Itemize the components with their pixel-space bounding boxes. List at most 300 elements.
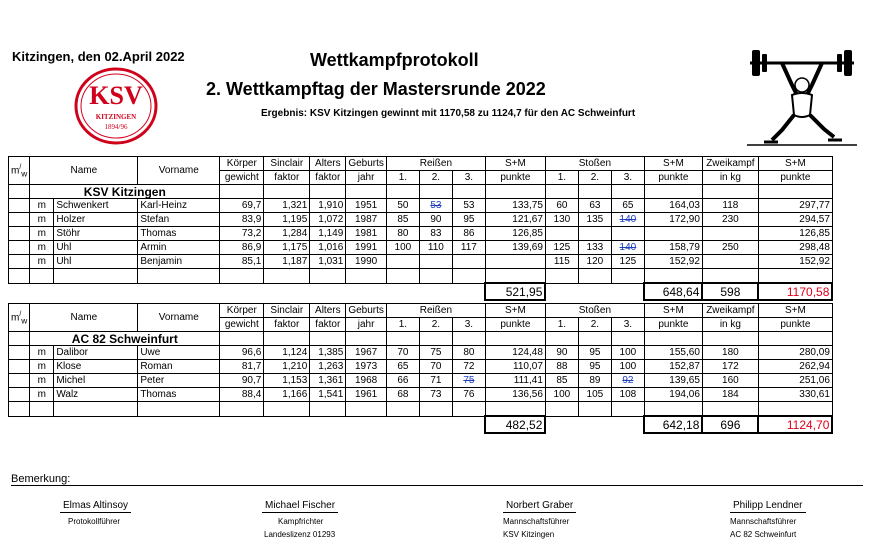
- header-koerper: Körper: [220, 304, 264, 318]
- clean-jerk-attempt: [578, 255, 611, 269]
- athlete-weight: 86,9: [220, 241, 264, 255]
- athlete-name: Uhl: [54, 255, 138, 269]
- athlete-vorname: Benjamin: [138, 255, 220, 269]
- empty-cell: [310, 185, 346, 199]
- athlete-row: [9, 199, 833, 213]
- snatch-attempt: [386, 199, 419, 213]
- athlete-weight: 69,7: [220, 199, 264, 213]
- snatch-attempt: [452, 255, 485, 269]
- empty-cell: [9, 241, 30, 255]
- failed-attempt: 75: [463, 374, 475, 386]
- team-table-ksv: [8, 156, 833, 301]
- header-alters: Alters: [310, 157, 346, 171]
- athlete-row: [9, 241, 833, 255]
- athlete-mw: m: [30, 360, 54, 374]
- empty-cell: [578, 269, 611, 284]
- empty-cell: [702, 402, 758, 417]
- empty-cell: [702, 332, 758, 346]
- header-punkte: punkte: [644, 318, 702, 332]
- athlete-birth-year: 1961: [346, 388, 387, 402]
- header-attempt: 3.: [611, 318, 644, 332]
- athlete-age-factor: 1,263: [310, 360, 346, 374]
- signature-name: Elmas Altinsoy: [60, 500, 131, 513]
- athlete-weight: 73,2: [220, 227, 264, 241]
- empty-cell: [310, 332, 346, 346]
- athlete-row: [9, 346, 833, 360]
- empty-cell: [644, 185, 702, 199]
- signature-block: [262, 500, 338, 539]
- athlete-vorname: Armin: [138, 241, 220, 255]
- result-text: Ergebnis: KSV Kitzingen gewinnt mit 1170,58 zu 1124,7 für den AC Schweinfurt: [261, 108, 636, 119]
- header-attempt: 1.: [545, 171, 578, 185]
- header-inkg: in kg: [702, 318, 758, 332]
- athlete-vorname: Stefan: [138, 213, 220, 227]
- sum-row: [9, 416, 833, 433]
- signature-extra: AC 82 Schweinfurt: [730, 530, 797, 539]
- athlete-age-factor: 1,385: [310, 346, 346, 360]
- snatch-attempt: [386, 374, 419, 388]
- athlete-name: Michel: [54, 374, 138, 388]
- snatch-attempt: [386, 255, 419, 269]
- header-geburts: Geburts: [346, 304, 387, 318]
- snatch-attempt: [419, 213, 452, 227]
- header-reissen: Reißen: [386, 157, 485, 171]
- snatch-attempt: [386, 241, 419, 255]
- empty-cell: [386, 269, 419, 284]
- snatch-attempt: [419, 360, 452, 374]
- header-sm: S+M: [485, 304, 545, 318]
- empty-cell: [702, 185, 758, 199]
- athlete-vorname: Peter: [138, 374, 220, 388]
- attempt-value: 86: [463, 227, 475, 239]
- total-points: 280,09: [758, 346, 832, 360]
- header-alters: faktor: [310, 318, 346, 332]
- clean-jerk-points: [644, 227, 702, 241]
- total-points: 126,85: [758, 227, 832, 241]
- clean-jerk-attempt: [578, 199, 611, 213]
- empty-cell: [9, 374, 30, 388]
- athlete-weight: 90,7: [220, 374, 264, 388]
- header-row: [9, 157, 833, 171]
- header-punkte: punkte: [485, 318, 545, 332]
- remarks-label: Bemerkung:: [11, 473, 71, 485]
- attempt-value: 65: [622, 199, 634, 211]
- athlete-name: Stöhr: [54, 227, 138, 241]
- clean-jerk-attempt: [545, 346, 578, 360]
- blank-row: [9, 269, 833, 284]
- sum-total-points: 1170,58: [758, 283, 832, 300]
- header-attempt: 1.: [386, 318, 419, 332]
- attempt-value: 100: [619, 346, 637, 358]
- header-inkg: in kg: [702, 171, 758, 185]
- attempt-value: 65: [397, 360, 409, 372]
- empty-cell: [9, 346, 30, 360]
- sum-total-kg: 696: [702, 416, 758, 433]
- empty-cell: [644, 269, 702, 284]
- header-sinclair: faktor: [264, 171, 310, 185]
- empty-cell: [9, 416, 486, 433]
- sum-clean-jerk-points: 642,18: [644, 416, 702, 433]
- athlete-age-factor: 1,149: [310, 227, 346, 241]
- attempt-value: 85: [397, 213, 409, 225]
- empty-cell: [578, 402, 611, 417]
- total-kg: [702, 255, 758, 269]
- sum-total-kg: 598: [702, 283, 758, 300]
- empty-cell: [644, 332, 702, 346]
- header-geburts: jahr: [346, 171, 387, 185]
- total-kg: 172: [702, 360, 758, 374]
- snatch-attempt: [452, 227, 485, 241]
- athlete-sinclair: 1,284: [264, 227, 310, 241]
- athlete-weight: 96,6: [220, 346, 264, 360]
- empty-cell: [611, 402, 644, 417]
- empty-cell: [758, 332, 832, 346]
- snatch-attempt: [386, 346, 419, 360]
- failed-attempt: 53: [430, 199, 442, 211]
- athlete-name: Schwenkert: [54, 199, 138, 213]
- header-w: w: [21, 168, 28, 179]
- empty-cell: [9, 213, 30, 227]
- athlete-mw: m: [30, 255, 54, 269]
- svg-text:1894/96: 1894/96: [104, 123, 128, 131]
- attempt-value: 115: [553, 255, 570, 267]
- clean-jerk-attempt: [545, 374, 578, 388]
- clean-jerk-points: 152,92: [644, 255, 702, 269]
- empty-cell: [419, 402, 452, 417]
- athlete-weight: 83,9: [220, 213, 264, 227]
- header-name: Name: [30, 304, 138, 332]
- attempt-value: 95: [589, 360, 601, 372]
- empty-cell: [54, 402, 138, 417]
- signature-name: Norbert Graber: [503, 500, 576, 513]
- athlete-mw: m: [30, 199, 54, 213]
- header-zweikampf: Zweikampf: [702, 157, 758, 171]
- attempt-value: 120: [586, 255, 604, 267]
- empty-cell: [452, 402, 485, 417]
- attempt-value: 70: [430, 360, 442, 372]
- header-geburts: Geburts: [346, 157, 387, 171]
- empty-cell: [346, 269, 387, 284]
- clean-jerk-attempt: [578, 227, 611, 241]
- attempt-value: 66: [397, 374, 409, 386]
- signature-role: Mannschaftsführer: [730, 517, 797, 526]
- header-attempt: 2.: [419, 318, 452, 332]
- sum-row: [9, 283, 833, 300]
- empty-cell: [702, 269, 758, 284]
- empty-cell: [220, 332, 264, 346]
- header-attempt: 2.: [578, 171, 611, 185]
- athlete-row: [9, 388, 833, 402]
- empty-cell: [419, 332, 452, 346]
- header-punkte: punkte: [644, 171, 702, 185]
- total-kg: 184: [702, 388, 758, 402]
- failed-attempt: 140: [619, 241, 637, 253]
- total-points: 330,61: [758, 388, 832, 402]
- blank-row: [9, 402, 833, 417]
- attempt-value: 72: [463, 360, 475, 372]
- empty-cell: [386, 332, 419, 346]
- athlete-birth-year: 1981: [346, 227, 387, 241]
- team-name-row: [9, 332, 833, 346]
- empty-cell: [545, 269, 578, 284]
- empty-cell: [9, 360, 30, 374]
- clean-jerk-attempt: [578, 241, 611, 255]
- empty-cell: [578, 332, 611, 346]
- attempt-value: 75: [430, 346, 442, 358]
- empty-cell: [644, 402, 702, 417]
- attempt-value: 50: [397, 199, 409, 211]
- empty-cell: [310, 269, 346, 284]
- svg-text:KSV: KSV: [89, 81, 143, 110]
- snatch-points: 136,56: [485, 388, 545, 402]
- snatch-points: 111,41: [485, 374, 545, 388]
- header-attempt: 1.: [386, 171, 419, 185]
- failed-attempt: 92: [622, 374, 634, 386]
- empty-cell: [346, 185, 387, 199]
- snatch-attempt: [386, 360, 419, 374]
- snatch-attempt: [452, 199, 485, 213]
- snatch-attempt: [386, 227, 419, 241]
- empty-cell: [452, 269, 485, 284]
- header-alters: Alters: [310, 304, 346, 318]
- empty-cell: [386, 402, 419, 417]
- clean-jerk-points: 139,65: [644, 374, 702, 388]
- header-koerper: gewicht: [220, 171, 264, 185]
- clean-jerk-attempt: [578, 346, 611, 360]
- clean-jerk-attempt: [611, 241, 644, 255]
- athlete-weight: 81,7: [220, 360, 264, 374]
- attempt-value: 125: [553, 241, 571, 253]
- snatch-points: 110,07: [485, 360, 545, 374]
- clean-jerk-attempt: [611, 213, 644, 227]
- team-table-schweinfurt: [8, 303, 833, 434]
- empty-cell: [264, 269, 310, 284]
- athlete-birth-year: 1990: [346, 255, 387, 269]
- empty-cell: [452, 332, 485, 346]
- attempt-value: 89: [589, 374, 601, 386]
- sum-snatch-points: 482,52: [485, 416, 545, 433]
- athlete-birth-year: 1967: [346, 346, 387, 360]
- empty-cell: [419, 269, 452, 284]
- signature-block: [730, 500, 806, 539]
- snatch-attempt: [386, 213, 419, 227]
- empty-cell: [758, 402, 832, 417]
- athlete-mw: m: [30, 227, 54, 241]
- empty-cell: [611, 185, 644, 199]
- snatch-attempt: [452, 241, 485, 255]
- snatch-attempt: [452, 213, 485, 227]
- total-points: 262,94: [758, 360, 832, 374]
- clean-jerk-attempt: [545, 199, 578, 213]
- total-kg: 118: [702, 199, 758, 213]
- snatch-attempt: [419, 199, 452, 213]
- attempt-value: 100: [619, 360, 637, 372]
- header-mw: $m^/_w$: [9, 304, 30, 332]
- header-sm: S+M: [485, 157, 545, 171]
- empty-cell: [611, 332, 644, 346]
- attempt-value: 80: [463, 346, 475, 358]
- athlete-row: [9, 213, 833, 227]
- athlete-weight: 88,4: [220, 388, 264, 402]
- empty-cell: [9, 402, 30, 417]
- header-sm: S+M: [644, 304, 702, 318]
- athlete-mw: m: [30, 213, 54, 227]
- remarks-line: [11, 485, 863, 486]
- header-name: Name: [30, 157, 138, 185]
- failed-attempt: 140: [619, 213, 637, 225]
- attempt-value: 95: [463, 213, 475, 225]
- header-punkte: punkte: [485, 171, 545, 185]
- attempt-value: 90: [556, 346, 568, 358]
- athlete-name: Klose: [54, 360, 138, 374]
- empty-cell: [9, 283, 486, 300]
- team-name: KSV Kitzingen: [30, 185, 220, 199]
- empty-cell: [545, 332, 578, 346]
- athlete-mw: m: [30, 388, 54, 402]
- empty-cell: [545, 416, 644, 433]
- attempt-value: 83: [430, 227, 442, 239]
- attempt-value: 73: [430, 388, 442, 400]
- athlete-vorname: Karl-Heinz: [138, 199, 220, 213]
- signature-role: Protokollführer: [68, 517, 121, 526]
- empty-cell: [386, 185, 419, 199]
- snatch-attempt: [452, 346, 485, 360]
- attempt-value: 88: [556, 360, 568, 372]
- ksv-logo: [74, 67, 158, 145]
- total-kg: 230: [702, 213, 758, 227]
- clean-jerk-attempt: [545, 388, 578, 402]
- empty-cell: [346, 332, 387, 346]
- snatch-attempt: [452, 388, 485, 402]
- empty-cell: [138, 402, 220, 417]
- attempt-value: 85: [556, 374, 568, 386]
- sum-snatch-points: 521,95: [485, 283, 545, 300]
- total-kg: 250: [702, 241, 758, 255]
- header-stossen: Stoßen: [545, 304, 644, 318]
- athlete-name: Uhl: [54, 241, 138, 255]
- empty-cell: [264, 185, 310, 199]
- empty-cell: [9, 227, 30, 241]
- attempt-value: 71: [430, 374, 442, 386]
- attempt-value: 135: [586, 213, 604, 225]
- snatch-attempt: [419, 374, 452, 388]
- header-m: m: [11, 312, 20, 324]
- signature-name: Philipp Lendner: [730, 500, 806, 513]
- athlete-vorname: Thomas: [138, 388, 220, 402]
- attempt-value: 90: [430, 213, 442, 225]
- empty-cell: [758, 269, 832, 284]
- empty-cell: [30, 269, 54, 284]
- header-attempt: 3.: [611, 171, 644, 185]
- header-koerper: Körper: [220, 157, 264, 171]
- total-points: 152,92: [758, 255, 832, 269]
- athlete-sinclair: 1,124: [264, 346, 310, 360]
- snatch-points: 133,75: [485, 199, 545, 213]
- total-points: 297,77: [758, 199, 832, 213]
- clean-jerk-attempt: [611, 360, 644, 374]
- attempt-value: 60: [556, 199, 568, 211]
- attempt-value: 80: [397, 227, 409, 239]
- header-sm: S+M: [644, 157, 702, 171]
- attempt-value: 68: [397, 388, 409, 400]
- empty-cell: [485, 185, 545, 199]
- signature-extra: KSV Kitzingen: [503, 530, 555, 539]
- clean-jerk-attempt: [545, 227, 578, 241]
- empty-cell: [9, 269, 30, 284]
- header-sinclair: Sinclair: [264, 304, 310, 318]
- athlete-birth-year: 1951: [346, 199, 387, 213]
- clean-jerk-attempt: [578, 388, 611, 402]
- clean-jerk-attempt: [611, 374, 644, 388]
- empty-cell: [545, 185, 578, 199]
- empty-cell: [611, 269, 644, 284]
- svg-text:KITZINGEN: KITZINGEN: [95, 113, 137, 121]
- empty-cell: [9, 332, 30, 346]
- attempt-value: 100: [553, 388, 571, 400]
- athlete-age-factor: 1,910: [310, 199, 346, 213]
- signature-block: [503, 500, 576, 539]
- signature-extra: Landeslizenz 01293: [264, 530, 336, 539]
- team-name: AC 82 Schweinfurt: [30, 332, 220, 346]
- athlete-vorname: Roman: [138, 360, 220, 374]
- header-m: m: [11, 165, 20, 177]
- clean-jerk-attempt: [611, 199, 644, 213]
- athlete-birth-year: 1991: [346, 241, 387, 255]
- empty-cell: [485, 269, 545, 284]
- attempt-value: 95: [589, 346, 601, 358]
- empty-cell: [30, 402, 54, 417]
- athlete-name: Dalibor: [54, 346, 138, 360]
- header-attempt: 2.: [419, 171, 452, 185]
- athlete-mw: m: [30, 346, 54, 360]
- athlete-name: Holzer: [54, 213, 138, 227]
- athlete-age-factor: 1,031: [310, 255, 346, 269]
- clean-jerk-attempt: [611, 255, 644, 269]
- header-alters: faktor: [310, 171, 346, 185]
- clean-jerk-attempt: [545, 213, 578, 227]
- header-sinclair: Sinclair: [264, 157, 310, 171]
- athlete-weight: 85,1: [220, 255, 264, 269]
- header-vorname: Vorname: [138, 304, 220, 332]
- empty-cell: [545, 283, 644, 300]
- athlete-sinclair: 1,187: [264, 255, 310, 269]
- sum-clean-jerk-points: 648,64: [644, 283, 702, 300]
- attempt-value: 105: [586, 388, 604, 400]
- clean-jerk-points: 155,60: [644, 346, 702, 360]
- header-row: [9, 304, 833, 318]
- snatch-attempt: [452, 374, 485, 388]
- athlete-mw: m: [30, 241, 54, 255]
- header-sinclair: faktor: [264, 318, 310, 332]
- header-punkte: punkte: [758, 318, 832, 332]
- sum-total-points: 1124,70: [758, 416, 832, 433]
- team-name-row: [9, 185, 833, 199]
- header-mw: $m^/_w$: [9, 157, 30, 185]
- signature-name: Michael Fischer: [262, 500, 338, 513]
- header-vorname: Vorname: [138, 157, 220, 185]
- snatch-points: 121,67: [485, 213, 545, 227]
- clean-jerk-points: 164,03: [644, 199, 702, 213]
- total-points: 294,57: [758, 213, 832, 227]
- attempt-value: 130: [553, 213, 571, 225]
- clean-jerk-attempt: [578, 374, 611, 388]
- athlete-age-factor: 1,072: [310, 213, 346, 227]
- empty-cell: [9, 255, 30, 269]
- empty-cell: [758, 185, 832, 199]
- clean-jerk-attempt: [545, 360, 578, 374]
- empty-cell: [9, 185, 30, 199]
- empty-cell: [264, 402, 310, 417]
